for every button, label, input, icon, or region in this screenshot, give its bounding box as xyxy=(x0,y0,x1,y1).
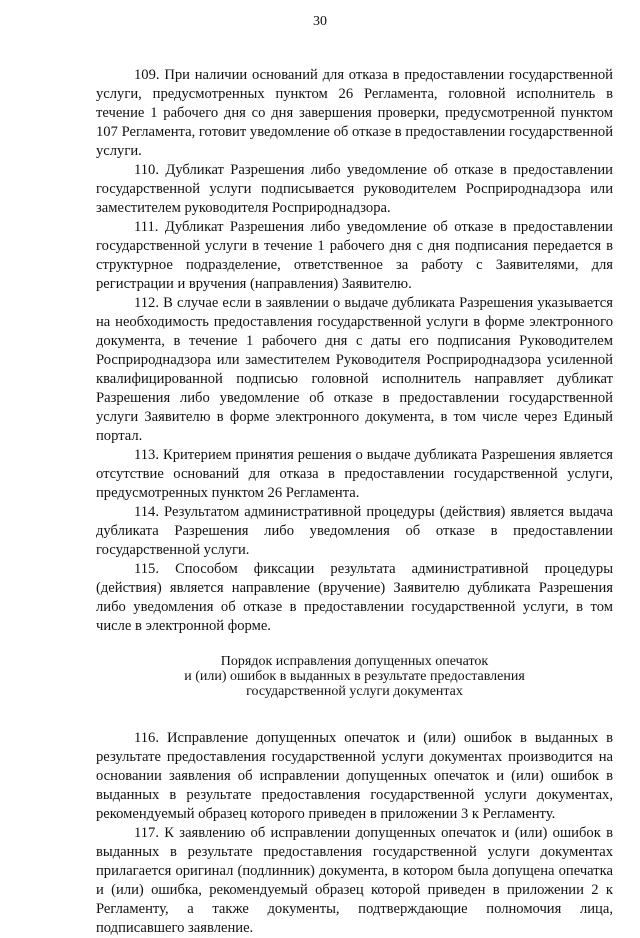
page-number: 30 xyxy=(313,14,327,29)
section-heading-line: и (или) ошибок в выданных в результате предоставления xyxy=(184,669,525,684)
paragraph-114: 114. Результатом административной процедуры (действия) является выдача дубликата Разрешения либо уведомления об отказе в предоставлении государственной услуги. xyxy=(96,504,613,558)
document-body xyxy=(96,66,613,938)
paragraph-116: 116. Исправление допущенных опечаток и (или) ошибок в выданных в результате предоставления государственной услуги документах производится на основании заявления об исправлении допущенных опечаток и (или) ошибок в выданных в результате предоставления государственной услуги документах, рекомендуемый образец которого приведен в приложении 3 к Регламенту. xyxy=(96,730,613,822)
paragraph-109: 109. При наличии оснований для отказа в предоставлении государственной услуги, предусмотренных пунктом 26 Регламента, головной исполнитель в течение 1 рабочего дня со дня завершения проверки, предусмотренной пунктом 107 Регламента, готовит уведомление об отказе в предоставлении государственной услуги. xyxy=(96,67,613,159)
paragraph-113: 113. Критерием принятия решения о выдаче дубликата Разрешения является отсутствие оснований для отказа в предоставлении государственной услуги, предусмотренных пунктом 26 Регламента. xyxy=(96,447,613,501)
section-heading-line: государственной услуги документах xyxy=(246,684,463,699)
paragraph-117: 117. К заявлению об исправлении допущенных опечаток и (или) ошибок в выданных в результате предоставления государственной услуги документах прилагается оригинал (подлинник) документа, в котором была допущена опечатка и (или) ошибка, рекомендуемый образец которой приведен в приложении 2 к Регламенту, а также документы, подтверждающие полномочия лица, подписавшего заявление. xyxy=(96,825,613,936)
section-heading xyxy=(96,654,613,699)
paragraph-111: 111. Дубликат Разрешения либо уведомление об отказе в предоставлении государственной услуги в течение 1 рабочего дня с дня подписания передается в структурное подразделение, ответственное за работу с Заявителями, для регистрации и вручения (направления) Заявителю. xyxy=(96,219,613,292)
section-heading-line: Порядок исправления допущенных опечаток xyxy=(220,654,489,669)
paragraph-115: 115. Способом фиксации результата административной процедуры (действия) является направление (вручение) Заявителю дубликата Разрешения либо уведомления об отказе в предоставлении государственной услуги, в том числе в электронной форме. xyxy=(96,561,613,634)
paragraph-110: 110. Дубликат Разрешения либо уведомление об отказе в предоставлении государственной услуги подписывается руководителем Росприроднадзора или заместителем руководителя Росприроднадзора. xyxy=(96,162,613,216)
paragraph-112: 112. В случае если в заявлении о выдаче дубликата Разрешения указывается на необходимость предоставления государственной услуги в форме электронного документа, в течение 1 рабочего дня с даты его подписания Руководителем Росприроднадзора или заместителем Руководителя Росприроднадзора усиленной квалифицированной подписью головной исполнитель направляет дубликат Разрешения либо уведомление об отказе в предоставлении государственной услуги Заявителю в форме электронного документа, в том числе через Единый портал. xyxy=(96,295,613,444)
